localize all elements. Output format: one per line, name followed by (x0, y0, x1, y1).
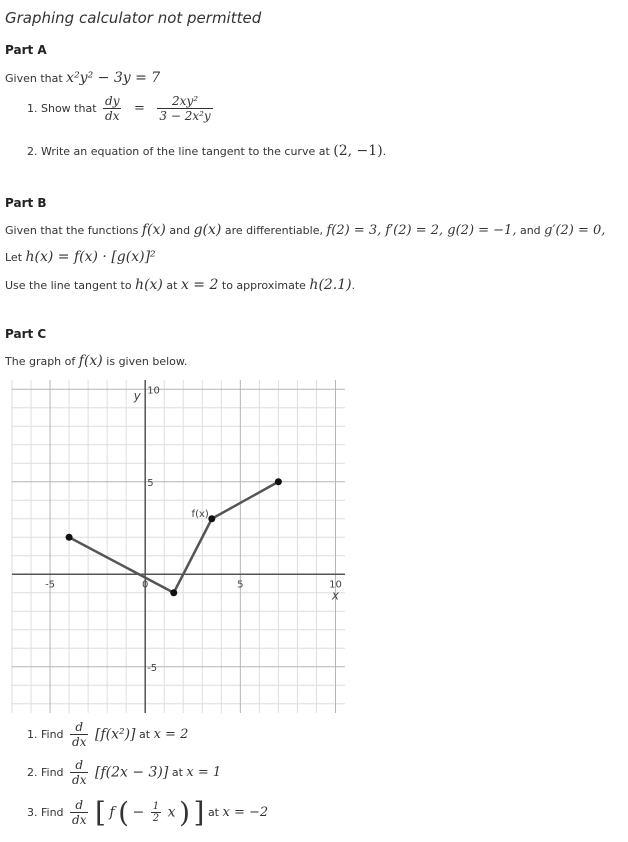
part-b-last-value: g′(2) = 0, (544, 223, 606, 238)
data-point (66, 534, 73, 541)
half-num: 1 (152, 801, 160, 812)
x-tick-label: 10 (329, 579, 342, 591)
part-c-q2-x: x = 1 (186, 765, 222, 780)
part-c-intro-a: The graph of (5, 355, 76, 368)
function-label: f(x) (191, 508, 209, 520)
part-a-q2-text: 2. Write an equation of the line tangent to the curve at (27, 145, 330, 158)
part-c-question-3 (27, 796, 268, 829)
part-c-q1-x: x = 2 (153, 727, 189, 742)
part-a-q2-point: (2, −1) (333, 143, 383, 159)
part-b-g: g(x) (193, 222, 222, 238)
part-b-values: f(2) = 3, f′(2) = 2, g(2) = −1, (326, 223, 517, 238)
part-c-q3-minus: − (132, 804, 145, 821)
x-tick-label: 5 (237, 579, 244, 591)
left-paren: ( (118, 796, 130, 829)
derivative-numerator: 2xy² (157, 94, 212, 109)
part-b-and-2: and (519, 224, 541, 237)
derivative-fraction (157, 94, 212, 123)
x-tick-label: -5 (45, 579, 56, 591)
part-b-let: Let (5, 251, 23, 264)
part-c-question-2 (27, 758, 221, 787)
function-graph (0, 370, 360, 715)
part-c-intro (5, 353, 187, 369)
part-c-q1-expr: [f(x²)] (94, 726, 136, 743)
right-paren: ) (179, 796, 190, 829)
part-c-q3-x: x = −2 (222, 805, 269, 820)
part-c-q3-at: at (207, 806, 219, 819)
part-b-h: h(x) (135, 277, 163, 293)
data-point (208, 515, 215, 522)
one-half-fraction (151, 801, 161, 824)
part-a-q2-period: . (382, 145, 387, 158)
part-b-line-2 (5, 249, 156, 265)
part-c-q1-label: 1. Find (27, 728, 64, 741)
part-b-h21: h(2.1) (309, 277, 352, 293)
part-c-intro-b: is given below. (106, 355, 188, 368)
part-b-l3-a: Use the line tangent to (5, 279, 132, 292)
grid-minor (12, 380, 345, 713)
part-a-given-prefix: Given that (5, 72, 63, 85)
y-axis-label: y (133, 389, 141, 403)
derivative-denominator: 3 − 2x²y (159, 109, 211, 123)
dy-dx-num: dy (105, 94, 120, 108)
d-dx-operator-1 (70, 720, 88, 749)
part-b-f: f(x) (141, 222, 166, 238)
part-c-q1-at: at (139, 728, 151, 741)
part-c-q3-label: 3. Find (27, 806, 64, 819)
calculator-note: Graphing calculator not permitted (5, 9, 262, 27)
part-c-q2-label: 2. Find (27, 766, 64, 779)
d-num: d (70, 758, 88, 773)
data-point (170, 589, 177, 596)
part-b-h-definition: h(x) = f(x) · [g(x)]² (25, 249, 156, 265)
part-b-l3-b: to approximate (221, 279, 306, 292)
part-a-question-2 (27, 143, 386, 159)
y-tick-label: 10 (147, 385, 160, 397)
x-tick-label: 0 (142, 579, 149, 591)
part-c-q3-f: f (109, 804, 115, 821)
part-c-title: Part C (5, 327, 47, 341)
part-b-and: and (169, 224, 191, 237)
d-den: dx (72, 773, 87, 787)
part-c-intro-f: f(x) (78, 353, 103, 369)
d-num: d (70, 720, 88, 735)
left-bracket: [ (94, 796, 106, 829)
right-bracket: ] (193, 796, 205, 829)
part-b-x: x = 2 (180, 277, 219, 293)
dy-dx-fraction (103, 94, 121, 123)
part-a-title: Part A (5, 43, 47, 57)
part-a-given (5, 70, 160, 86)
part-a-question-1 (27, 94, 216, 123)
axes (12, 380, 345, 713)
d-den: dx (72, 813, 87, 827)
part-b-l1-b: are differentiable, (224, 224, 323, 237)
part-b-title: Part B (5, 196, 47, 210)
part-a-equation: x²y² − 3y = 7 (66, 70, 161, 86)
d-dx-operator-2 (70, 758, 88, 787)
data-point (275, 478, 282, 485)
part-c-q2-at: at (171, 766, 183, 779)
d-den: dx (72, 735, 87, 749)
d-dx-operator-3 (70, 798, 88, 827)
d-num: d (70, 798, 88, 813)
part-b-l1-a: Given that the functions (5, 224, 139, 237)
y-tick-label: 5 (147, 477, 154, 489)
part-b-line-1 (5, 222, 605, 238)
part-c-q3-var: x (167, 804, 176, 821)
equals-sign: = (133, 101, 145, 116)
part-c-q2-expr: [f(2x − 3)] (94, 764, 169, 781)
half-den: 2 (152, 813, 160, 824)
part-a-q1-label: 1. Show that (27, 102, 97, 115)
annotations (192, 509, 209, 520)
part-b-period: . (351, 279, 356, 292)
part-c-question-1 (27, 720, 188, 749)
grid-major (12, 380, 345, 713)
dy-dx-den: dx (105, 109, 120, 123)
part-b-at: at (166, 279, 178, 292)
x-axis-label: x (331, 588, 340, 603)
part-b-line-3 (5, 277, 355, 293)
y-tick-label: -5 (147, 662, 158, 674)
